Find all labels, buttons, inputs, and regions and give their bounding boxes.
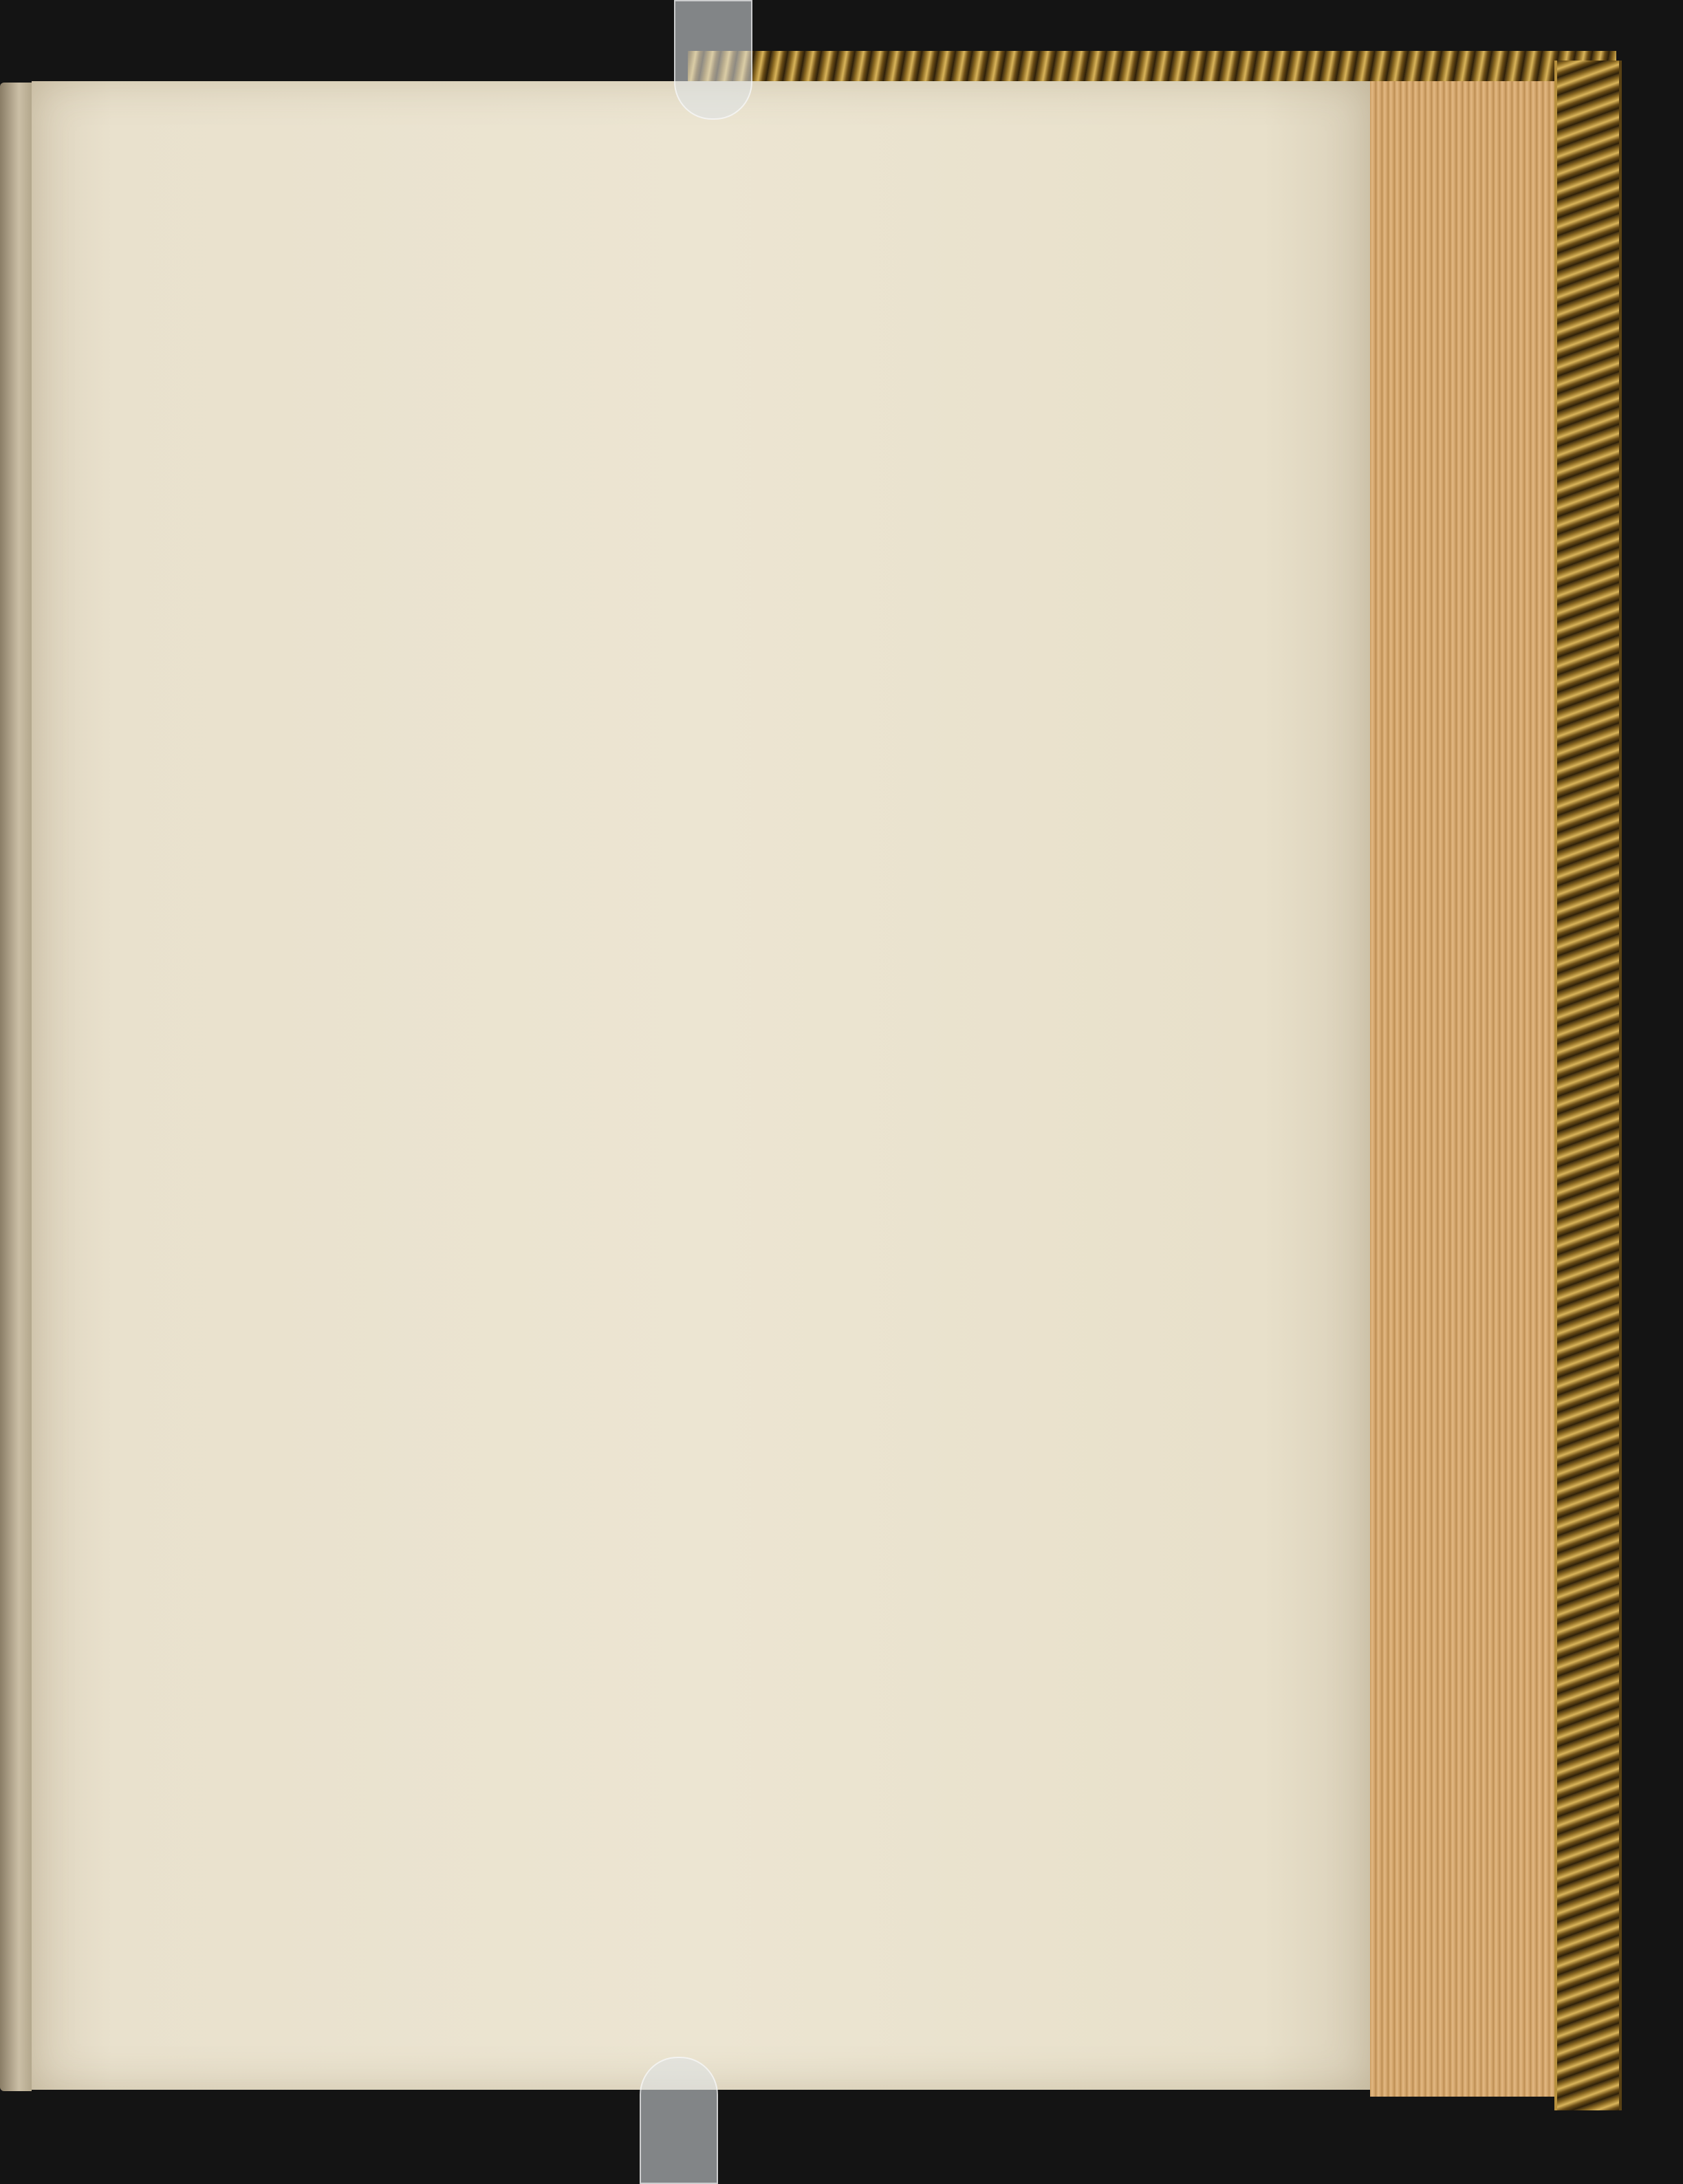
facing-page-edge bbox=[0, 83, 32, 2091]
page-fore-edge bbox=[1370, 81, 1554, 2097]
book-page bbox=[32, 81, 1370, 2090]
page-clip-top bbox=[674, 0, 752, 120]
gilt-top-border bbox=[688, 51, 1616, 81]
gilt-side-border bbox=[1554, 61, 1622, 2110]
page-clip-bottom bbox=[640, 2057, 718, 2184]
